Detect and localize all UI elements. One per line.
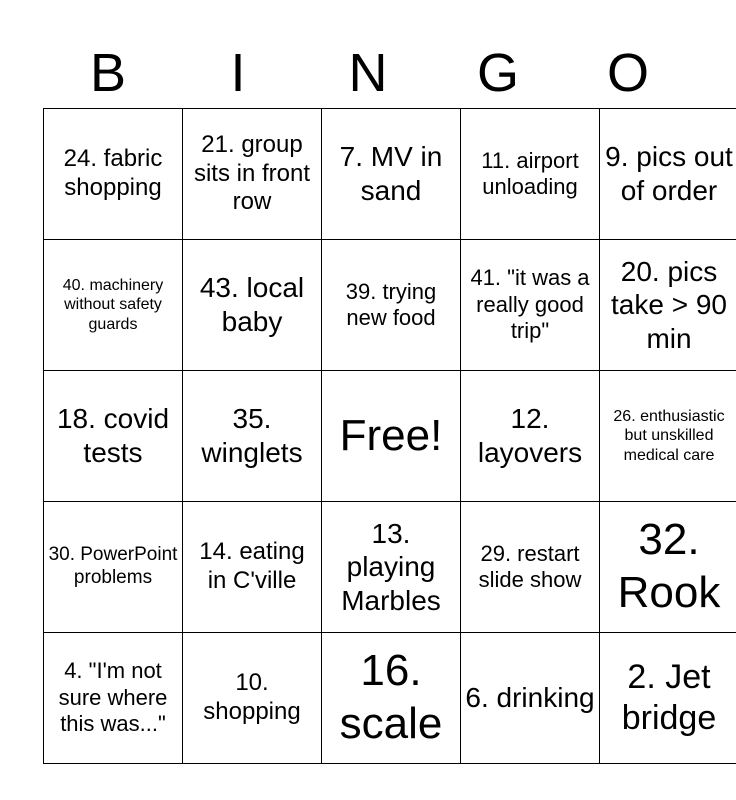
bingo-cell[interactable]: 4. "I'm not sure where this was..." — [44, 633, 183, 764]
board-row — [44, 371, 736, 502]
bingo-cell[interactable]: 14. eating in C'ville — [183, 502, 322, 633]
header-letter-g: G — [476, 43, 519, 103]
bingo-cell[interactable]: 40. machinery without safety guards — [44, 240, 183, 371]
bingo-cell[interactable]: 26. enthusiastic but unskilled medical care — [600, 371, 736, 502]
bingo-cell[interactable]: 41. "it was a really good trip" — [461, 240, 600, 371]
bingo-cell[interactable]: 11. airport unloading — [461, 109, 600, 240]
header-letter-b: B — [89, 43, 127, 103]
board-row — [44, 502, 736, 633]
bingo-cell[interactable]: 35. winglets — [183, 371, 322, 502]
bingo-cell[interactable]: 2. Jet bridge — [600, 633, 736, 764]
bingo-cell[interactable]: 12. layovers — [461, 371, 600, 502]
bingo-cell[interactable]: 30. PowerPoint problems — [44, 502, 183, 633]
bingo-cell[interactable]: 29. restart slide show — [461, 502, 600, 633]
bingo-cell[interactable]: 20. pics take > 90 min — [600, 240, 736, 371]
header-letter-o: O — [606, 43, 649, 103]
bingo-cell[interactable]: 7. MV in sand — [322, 109, 461, 240]
bingo-cell[interactable]: 6. drinking — [461, 633, 600, 764]
board-row — [44, 633, 736, 764]
bingo-cell[interactable]: 9. pics out of order — [600, 109, 736, 240]
bingo-cell[interactable]: 32. Rook — [600, 502, 736, 633]
bingo-cell[interactable]: 13. playing Marbles — [322, 502, 461, 633]
board-row — [44, 240, 736, 371]
header-letter-i: I — [230, 43, 246, 103]
bingo-cell[interactable]: 39. trying new food — [322, 240, 461, 371]
header-letter-n: N — [348, 43, 388, 103]
free-space-cell[interactable]: Free! — [322, 371, 461, 502]
bingo-cell[interactable]: 16. scale — [322, 633, 461, 764]
bingo-cell[interactable]: 10. shopping — [183, 633, 322, 764]
bingo-cell[interactable]: 24. fabric shopping — [44, 109, 183, 240]
bingo-board — [43, 108, 736, 764]
bingo-cell[interactable]: 21. group sits in front row — [183, 109, 322, 240]
board-row — [44, 109, 736, 240]
bingo-header — [43, 38, 693, 108]
bingo-cell[interactable]: 18. covid tests — [44, 371, 183, 502]
bingo-cell[interactable]: 43. local baby — [183, 240, 322, 371]
